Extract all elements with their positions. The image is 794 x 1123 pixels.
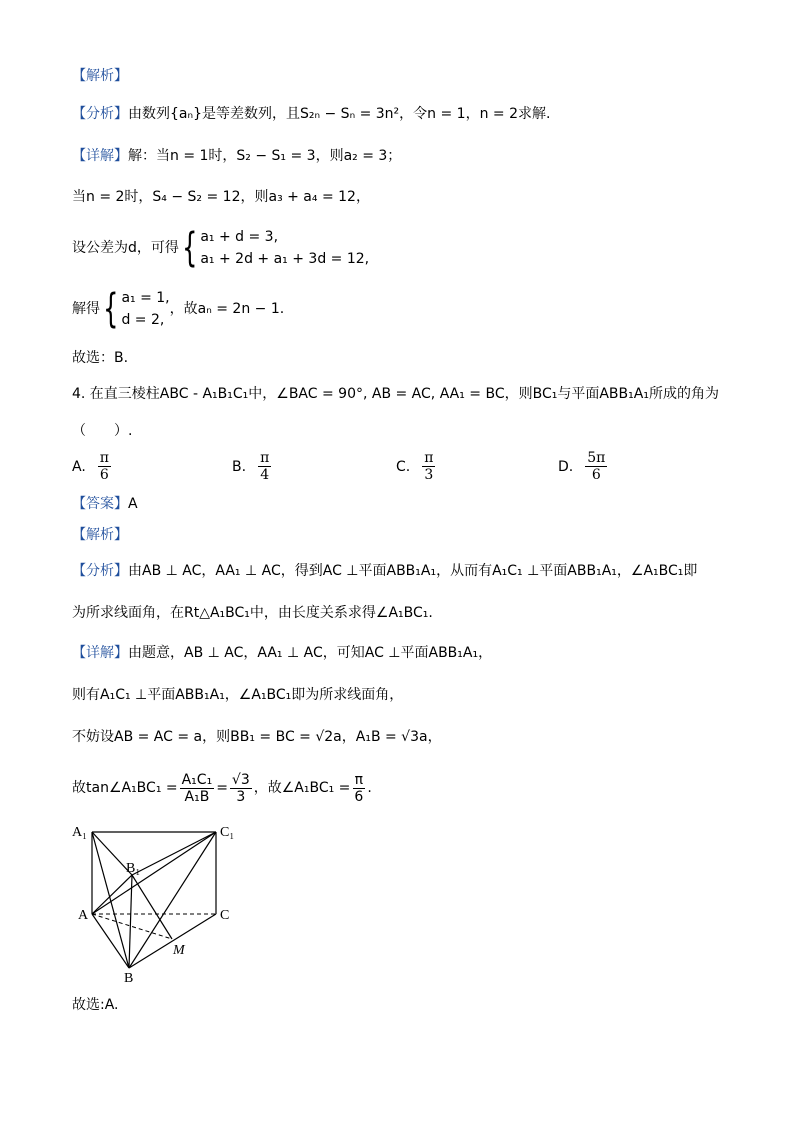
left-brace-icon: { [181,225,198,271]
detail-line-1 [72,146,401,166]
label-A1: A₁ [72,825,87,840]
detail-tag: 【详解】 [72,148,128,164]
segment-AB1 [92,875,132,914]
equation-system-2 [72,287,284,331]
choice-a [72,450,113,483]
system-2-suffix: ，故aₙ = 2n − 1. [169,301,285,317]
edge-BC [129,914,216,968]
answer-line [72,494,138,514]
system-1-eq2: a₁ + 2d + a₁ + 3d = 12, [200,251,370,267]
system-2-eq1: a₁ = 1, [121,290,170,306]
question-4-stem: 4. 在直三棱柱ABC - A₁B₁C₁中，∠BAC = 90°, AB = AC, AA₁ = BC，则BC₁与平面ABB₁A₁所成的角为 [72,386,719,402]
system-2-prefix: 解得 [72,301,100,317]
tan-suffix: . [367,780,372,796]
answer-value: A [128,496,138,512]
system-1-prefix: 设公差为d，可得 [72,240,179,256]
prism-figure [66,818,246,988]
analysis-text: 由数列{aₙ}是等差数列，且S₂ₙ − Sₙ = 3n²，令n = 1，n = 2求解. [128,106,551,122]
choice-b-fraction: $\frac{\pi}{4}$ [260,450,270,483]
segment-AC1 [92,832,216,914]
answer-tag: 【答案】 [72,496,128,512]
analysis-line-1 [72,104,550,124]
detail-2-line-3: 不妨设AB = AC = a，则BB₁ = BC = √2a，A₁B = √3a， [72,729,442,745]
tan-equals: = [216,780,228,796]
analysis-2-tag: 【分析】 [72,563,128,579]
label-B: B [124,971,134,986]
choice-a-fraction: $\frac{\pi}{6}$ [99,450,109,483]
answer-choice-line-b: 故选：B. [72,350,129,366]
choice-d-fraction: $\frac{5\pi}{6}$ [587,450,606,483]
segment-B1M [132,875,172,939]
edge-AB [92,914,129,968]
detail-text: 解：当n = 1时，S₂ − S₁ = 3，则a₂ = 3； [128,148,402,164]
choice-a-label: A. [72,458,86,475]
detail-2-tag: 【详解】 [72,645,128,661]
label-A: A [78,908,89,923]
choice-c-fraction: $\frac{\pi}{3}$ [424,450,434,483]
tan-fraction-3: $\frac{\pi}{6}$ [354,771,364,805]
analysis-2-line-2: 为所求线面角，在Rt△A₁BC₁中，由长度关系求得∠A₁BC₁. [72,605,433,621]
question-4-paren: （ ）. [72,423,133,439]
tan-fraction-2: $\frac{√3}{3}$ [231,771,250,805]
detail-2-line-2: 则有A₁C₁ ⊥平面ABB₁A₁，∠A₁BC₁即为所求线面角， [72,687,404,703]
choice-b [232,450,273,483]
analysis-2-line-1 [72,561,697,581]
choice-d [558,450,609,483]
choice-d-label: D. [558,458,574,475]
label-B1: B₁ [126,861,141,876]
choice-c-label: C. [396,458,411,475]
detail-line-2: 当n = 2时，S₄ − S₂ = 12，则a₃ + a₄ = 12， [72,189,370,205]
system-1-eq1: a₁ + d = 3, [200,229,279,245]
equation-system-1 [72,226,369,270]
analysis-tag: 【分析】 [72,106,128,122]
tan-prefix: 故tan∠A₁BC₁ = [72,780,178,796]
system-2-eq2: d = 2, [121,312,165,328]
section-jiexi-heading: 【解析】 [72,68,128,84]
label-M: M [173,943,185,958]
analysis-2-text: 由AB ⊥ AC，AA₁ ⊥ AC，得到AC ⊥平面ABB₁A₁，从而有A₁C₁ ⊥平面ABB₁A₁，∠A₁BC₁即 [128,563,698,579]
section-jiexi-heading-2: 【解析】 [72,527,128,543]
label-C: C [220,908,230,923]
detail-2-text: 由题意，AB ⊥ AC，AA₁ ⊥ AC，可知AC ⊥平面ABB₁A₁， [128,645,493,661]
label-C1: C₁ [220,825,235,840]
tan-middle: ，故∠A₁BC₁ = [253,780,351,796]
choice-c [396,450,437,483]
tan-fraction-1: $\frac{\text{A₁C₁}}{\text{A₁B}}$ [181,771,213,805]
detail-2-line-1 [72,643,492,663]
hidden-segment-AM [92,914,172,939]
choice-b-label: B. [232,458,247,475]
tan-equation-line [72,766,372,810]
left-brace-icon: { [103,286,119,332]
edge-B1C1 [132,832,216,875]
answer-choice-line-a: 故选:A. [72,997,119,1013]
